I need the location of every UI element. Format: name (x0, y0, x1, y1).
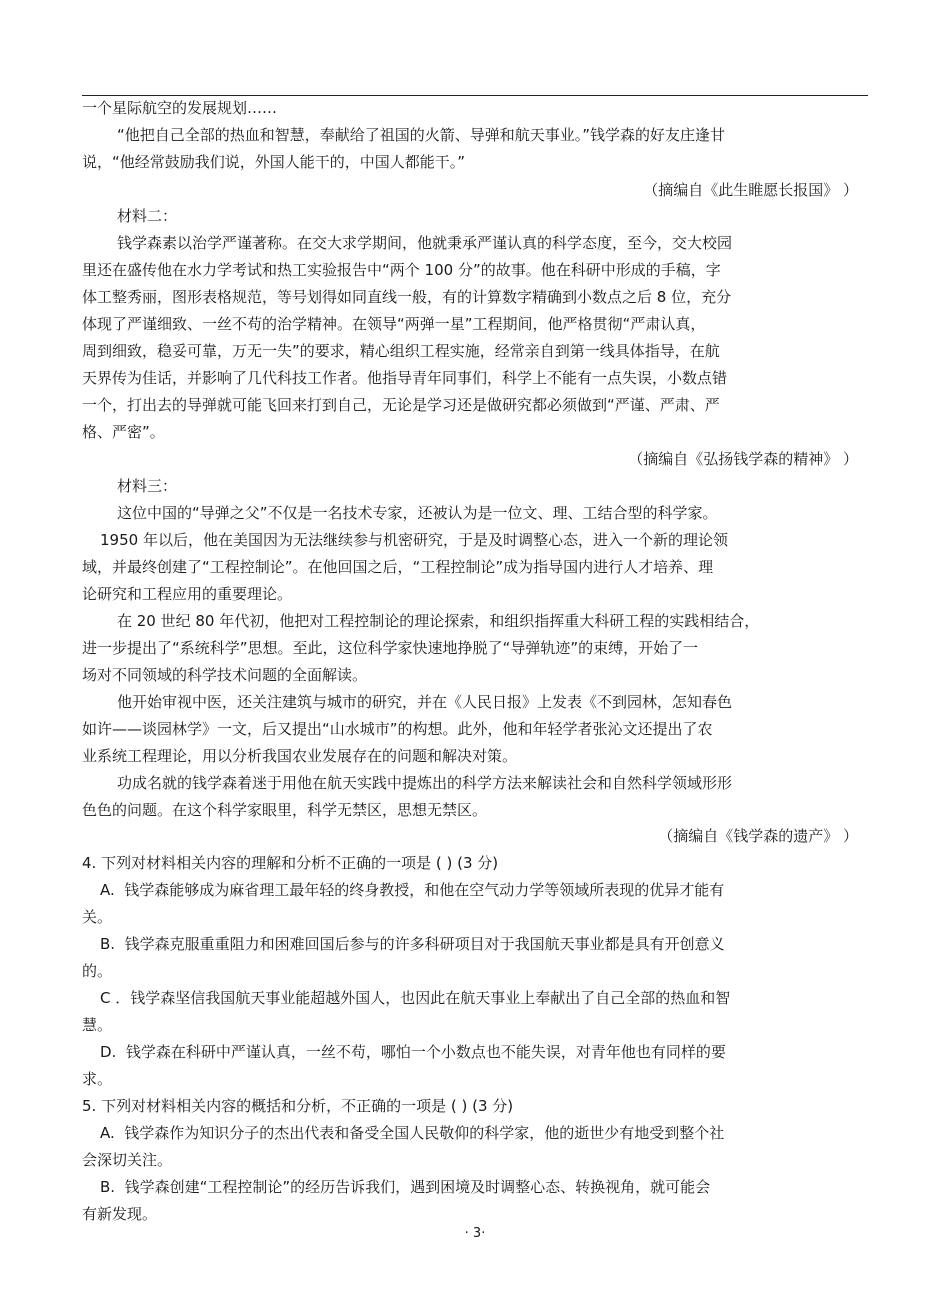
text-line: 的。 (82, 962, 113, 980)
text-line: 周到细致，稳妥可靠，万无一失”的要求，精心组织工程实施，经常亲自到第一线具体指导，在航 (82, 342, 720, 360)
text-line: 业系统工程理论，用以分析我国农业发展存在的问题和解决对策。 (82, 747, 518, 765)
text-line: “他把自己全部的热血和智慧，奉献给了祖国的火箭、导弹和航天事业。”钱学森的好友庄逢甘 (117, 126, 726, 144)
text-line: 1950 年以后，他在美国因为无法继续参与机密研究，于是及时调整心态，进入一个新的理论领 (100, 531, 728, 549)
text-line: 求。 (82, 1070, 113, 1088)
text-line: 有新发现。 (82, 1205, 158, 1223)
source-citation: （摘编自《钱学森的遗产》 ） (658, 827, 858, 845)
option-d: D. 钱学森在科研中严谨认真，一丝不苟，哪怕一个小数点也不能失误，对青年他也有同样的要 (100, 1043, 726, 1061)
text-line: 体工整秀丽，图形表格规范，等号划得如同直线一般，有的计算数字精确到小数点之后 8 位，充分 (82, 288, 732, 306)
option-a: A. 钱学森能够成为麻省理工最年轻的终身教授，和他在空气动力学等领域所表现的优异才能有 (100, 881, 725, 899)
source-citation: （摘编自《此生睢愿长报国》 ） (643, 181, 858, 199)
option-a: A. 钱学森作为知识分子的杰出代表和备受全国人民敬仰的科学家，他的逝世少有地受到整个社 (100, 1124, 725, 1142)
source-citation: （摘编自《弘扬钱学森的精神》 ） (628, 450, 858, 468)
text-line: 钱学森素以治学严谨著称。在交大求学期间，他就秉承严谨认真的科学态度，至今，交大校园 (117, 234, 733, 252)
text-line: 在 20 世纪 80 年代初，他把对工程控制论的理论探索，和组织指挥重大科研工程的实践相结合， (117, 612, 760, 630)
section-heading: 材料三： (117, 477, 178, 495)
section-heading: 材料二： (117, 207, 178, 225)
text-line: 他开始审视中医，还关注建筑与城市的研究，并在《人民日报》上发表《不到园林，怎知春色 (117, 693, 733, 711)
text-line: 论研究和工程应用的重要理论。 (82, 585, 293, 603)
text-line: 格、严密”。 (82, 423, 165, 441)
text-line: 体现了严谨细致、一丝不苟的治学精神。在领导“两弹一星”工程期间，他严格贯彻“严肃认真， (82, 315, 706, 333)
option-c: C ．钱学森坚信我国航天事业能超越外国人，也因此在航天事业上奉献出了自己全部的热血和智 (100, 989, 731, 1007)
text-line: 说，“他经常鼓励我们说，外国人能干的，中国人都能干。” (82, 153, 466, 171)
text-line: 关。 (82, 908, 113, 926)
text-line: 场对不同领域的科学技术问题的全面解读。 (82, 666, 368, 684)
text-line: 功成名就的钱学森着迷于用他在航天实践中提炼出的科学方法来解读社会和自然科学领域形形 (117, 774, 733, 792)
text-line: 天界传为佳话，并影响了几代科技工作者。他指导青年同事们，科学上不能有一点失误，小数点错 (82, 369, 728, 387)
text-line: 色色的问题。在这个科学家眼里，科学无禁区，思想无禁区。 (82, 801, 488, 819)
text-line: 这位中国的“导弹之父”不仅是一名技术专家，还被认为是一位文、理、工结合型的科学家。 (117, 504, 718, 522)
option-b: B. 钱学森创建“工程控制论”的经历告诉我们，遇到困境及时调整心态、转换视角，就可能会 (100, 1178, 711, 1196)
page-number: · 3· (464, 1226, 486, 1241)
text-line: 域，并最终创建了“工程控制论”。在他回国之后，“工程控制论”成为指导国内进行人才培养、理 (82, 558, 714, 576)
text-line: 会深切关注。 (82, 1151, 173, 1169)
option-b: B. 钱学森克服重重阻力和困难回国后参与的许多科研项目对于我国航天事业都是具有开创意义 (100, 935, 725, 953)
text-line: 一个星际航空的发展规划…… (82, 99, 278, 117)
header-rule (82, 95, 868, 96)
question-5: 5. 下列对材料相关内容的概括和分析，不正确的一项是 ( ) (3 分) (82, 1097, 514, 1115)
text-line: 进一步提出了“系统科学”思想。至此，这位科学家快速地挣脱了“导弹轨迹”的束缚，开始了一 (82, 639, 699, 657)
text-line: 慧。 (82, 1016, 113, 1034)
text-line: 如许——谈园林学》一文，后又提出“山水城市”的构想。此外，他和年轻学者张沁文还提出了农 (82, 720, 713, 738)
text-line: 里还在盛传他在水力学考试和热工实验报告中“两个 100 分”的故事。他在科研中形成的手稿，字 (82, 261, 721, 279)
text-line: 一个，打出去的导弹就可能飞回来打到自己，无论是学习还是做研究都必须做到“严谨、严肃、严 (82, 396, 720, 414)
question-4: 4. 下列对材料相关内容的理解和分析不正确的一项是 ( ) (3 分) (82, 854, 499, 872)
